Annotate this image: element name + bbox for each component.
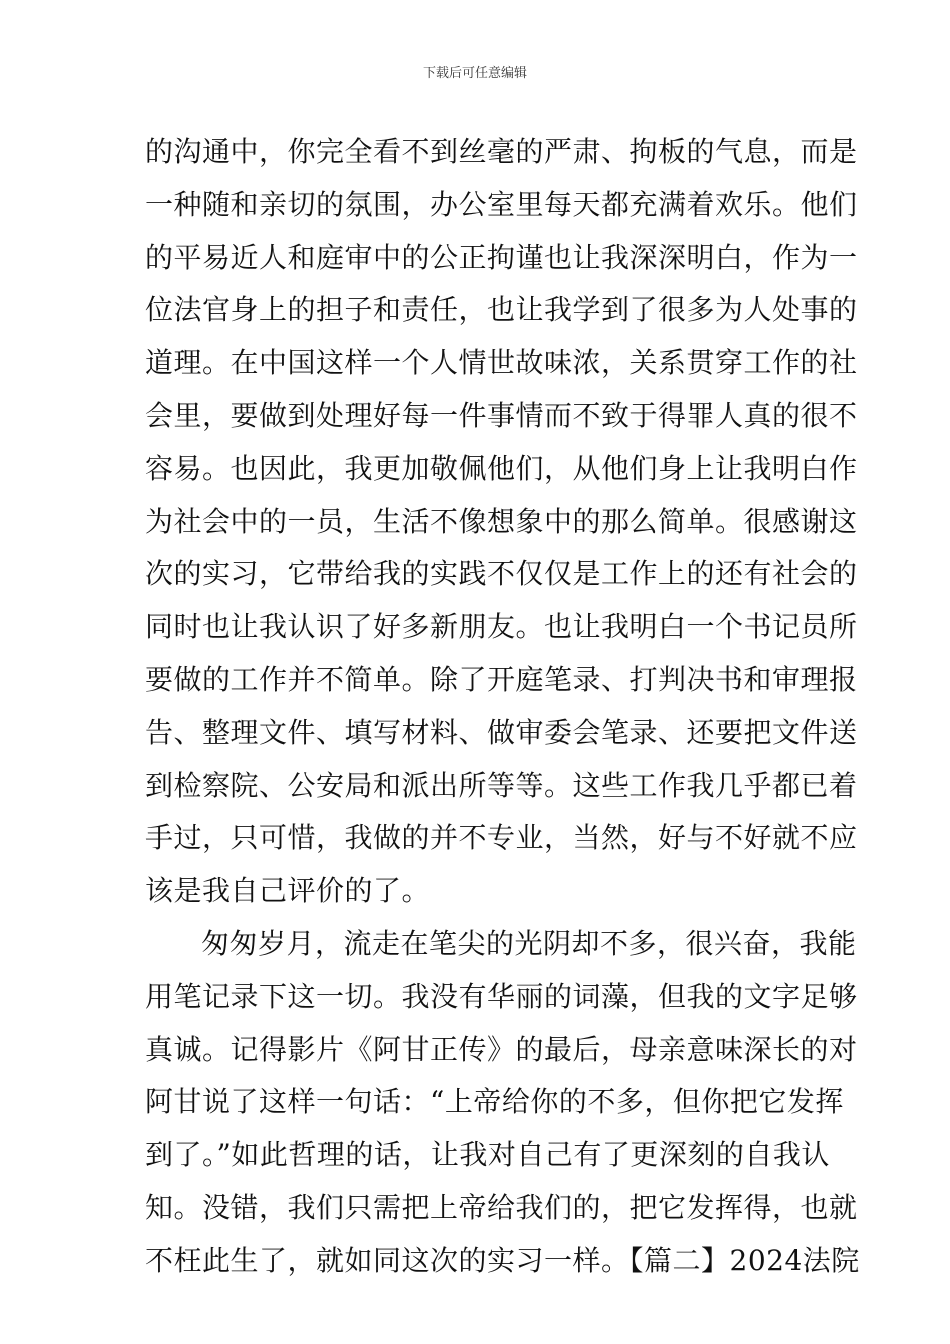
text-line: 的平易近人和庭审中的公正拘谨也让我深深明白，作为一 — [145, 240, 858, 274]
text-line: 位法官身上的担子和责任，也让我学到了很多为人处事的 — [145, 293, 858, 327]
paragraph-1 — [145, 126, 858, 918]
text-line: 用笔记录下这一切。我没有华丽的词藻，但我的文字足够 — [145, 979, 858, 1013]
text-line: 真诚。记得影片《阿甘正传》的最后，母亲意味深长的对 — [145, 1032, 858, 1066]
text-line: 该是我自己评价的了。 — [145, 874, 431, 908]
text-line: 一种随和亲切的氛围，办公室里每天都充满着欢乐。他们 — [145, 187, 858, 221]
text-line: 的沟通中，你完全看不到丝毫的严肃、拘板的气息，而是 — [145, 135, 858, 168]
text-line: 不枉此生了，就如同这次的实习一样。【篇二】2024法院 — [145, 1243, 860, 1277]
text-line: 手过，只可惜，我做的并不专业，当然，好与不好就不应 — [145, 821, 858, 855]
text-line: 要做的工作并不简单。除了开庭笔录、打判决书和审理报 — [145, 662, 858, 696]
document-body — [145, 126, 860, 1288]
paragraph-2 — [145, 918, 860, 1288]
text-line: 为社会中的一员，生活不像想象中的那么简单。很感谢这 — [145, 504, 858, 538]
text-line: 容易。也因此，我更加敬佩他们，从他们身上让我明白作 — [145, 451, 858, 485]
text-line: 告、整理文件、填写材料、做审委会笔录、还要把文件送 — [145, 715, 858, 749]
text-line: 阿甘说了这样一句话：“上帝给你的不多，但你把它发挥 — [145, 1085, 844, 1119]
text-line: 到检察院、公安局和派出所等等。这些工作我几乎都已着 — [145, 768, 858, 802]
text-line-indented: 匆匆岁月，流走在笔尖的光阴却不多，很兴奋，我能 — [201, 926, 857, 960]
text-line: 同时也让我认识了好多新朋友。也让我明白一个书记员所 — [145, 610, 858, 644]
text-line: 道理。在中国这样一个人情世故味浓，关系贯穿工作的社 — [145, 346, 858, 380]
text-line: 次的实习，它带给我的实践不仅仅是工作上的还有社会的 — [145, 557, 858, 591]
page-header: 下载后可任意编辑 — [422, 66, 527, 81]
text-line: 知。没错，我们只需把上帝给我们的，把它发挥得，也就 — [145, 1190, 858, 1224]
text-line: 到了。”如此哲理的话，让我对自己有了更深刻的自我认 — [145, 1138, 830, 1172]
text-line: 会里，要做到处理好每一件事情而不致于得罪人真的很不 — [145, 398, 858, 432]
